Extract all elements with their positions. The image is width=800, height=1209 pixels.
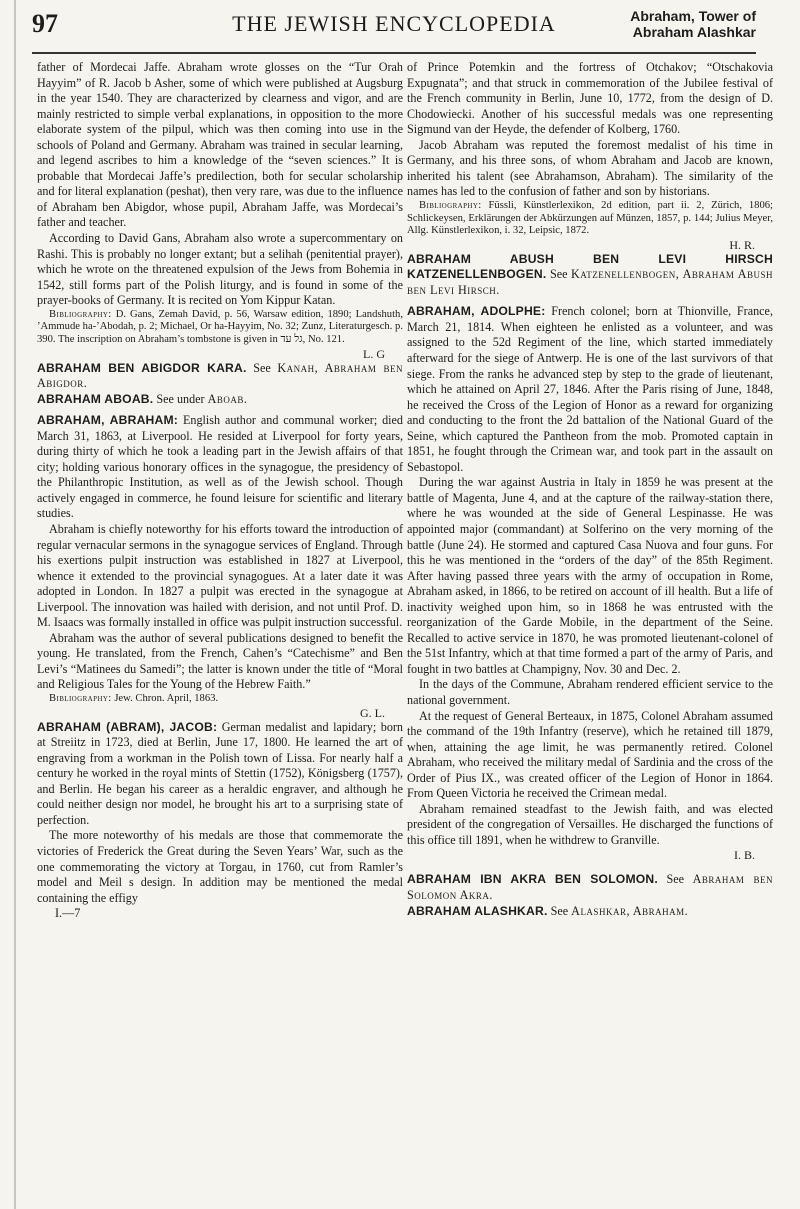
entry-abraham-ben-abigdor-kara (37, 361, 403, 392)
body-paragraph: Abraham is chiefly noteworthy for his efforts toward the introduction of regular vernacular sermons in the synagogue services of England. Through his exertions pulpit instruction was established in 1827 at Liverpool, whence it extended to the provincial synagogues. At a later date it was adopted in London. In 1827 a pulpit was erected in the synagogue at Liverpool. The innovation was hailed with derision, and not until Prof. D. M. Isaacs was formally installed in office was pulpit instruction successful. (37, 522, 403, 630)
entry-title: ABRAHAM, ABRAHAM: (37, 413, 179, 428)
entry-title: ABRAHAM BEN ABIGDOR KARA. (37, 360, 247, 375)
author-signature: L. G (363, 346, 385, 361)
running-head-line-2: Abraham Alashkar (632, 24, 756, 40)
body-paragraph: Abraham remained steadfast to the Jewish faith, and was elected president of the congregation of Versailles. He discharged the functions of this office till 1891, when he withdrew to Granville. (407, 801, 773, 847)
entry-abraham-ibn-akra (407, 872, 773, 903)
body-paragraph: According to David Gans, Abraham also wrote a supercommentary on Rashi. This is probably no longer extant; but a selihah (penitential prayer), which he wrote on the threatened expulsion of the Jews from Bohemia in 1542, still forms part of the Polish liturgy, and is found in some of the prayer-books of Germany. It is recited on Yom Kippur Katan. (37, 231, 403, 308)
body-paragraph: During the war against Austria in Italy in 1859 he was present at the battle of Magenta, June 4, and at the capture of the railway-station there, where he was wounded at the side of General Lespinasse. He was appointed major (commandant) at Solferino on the very morning of the battle (June 24). He stormed and captured Casa Nuova and four guns. For this he was mentioned in the “orders of the day” of the 85th Regiment. After having passed three years with the army of occupation in Rome, Abraham asked, in 1866, to be retired on account of ill health. But a life of inactivity weighed upon him, so in 1868 he was entrusted with the reorganization of the Garde Mobile, in the department of the Seine. Recalled to active service in 1870, he was promoted lieutenant-colonel of the 51st Infantry, which at that time formed a part of the army of Paris, and fought in two battles at Champigny, Nov. 30 and Dec. 2. (407, 475, 773, 676)
author-signature: G. L. (360, 705, 385, 720)
body-paragraph: In the days of the Commune, Abraham rendered efficient service to the national government. (407, 677, 773, 708)
bibliography-text: Füssli, Künstlerlexikon, 2d edition, part ii. 2, Zürich, 1806; Schlickeysen, Erklärungen der Abkürzungen auf Münzen, 1857, p. 144; Julius Meyer, Allg. Künstlerlexikon, i. 32, Leipsic, 1872. (407, 199, 773, 237)
bibliography (37, 693, 403, 706)
running-head-line-1: Abraham, Tower of (630, 8, 756, 24)
cross-reference: Katzenellenbogen, Abraham Abush ben Levi Hirsch. (407, 267, 773, 297)
entry-abraham-jacob (37, 720, 403, 829)
bibliography-text: Jew. Chron. April, 1863. (114, 693, 219, 705)
see-label: See (253, 360, 271, 375)
entry-title: ABRAHAM ABUSH BEN LEVI HIRSCH KATZENELLENBOGEN. (407, 251, 773, 282)
cross-reference: Alashkar, Abraham. (571, 903, 689, 918)
entry-title: ABRAHAM ABOAB. (37, 391, 154, 406)
entry-title: ABRAHAM (ABRAM), JACOB: (37, 719, 218, 734)
bibliography (407, 200, 773, 238)
bibliography-label: Bibliography: (49, 693, 112, 705)
entry-title: ABRAHAM, ADOLPHE: (407, 304, 546, 319)
entry-text: English author and communal worker; died March 31, 1863, at Liverpool. He resided at Liverpool for forty years, during thirty of which he took a leading part in the Jewish affairs of that city; holding various honorary offices in the synagogue, the presidency of the Philanthropic Institution, as well as of the Jewish school. Though actively engaged in commerce, he found leisure for scientific and literary studies. (37, 413, 403, 521)
running-head (630, 8, 756, 40)
left-column (37, 60, 403, 922)
body-paragraph: of Prince Potemkin and the fortress of Otchakov; “Otschakovia Expugnata”; and that struck in commemoration of the Jubilee festival of the French community in Berlin, June 10, 1772, from the design of D. Chodowiecki. Another of his successful medals was one representing Sigmund van der Heyde, the defender of Kolberg, 1760. (407, 60, 773, 137)
body-paragraph: father of Mordecai Jaffe. Abraham wrote glosses on the “Tur Orah Hayyim” of R. Jacob b Asher, some of which were published at Augsburg in the year 1540. They are characterized by clearness and vigor, and are mainly restricted to simple verbal explanations, in opposition to the more elaborate system of the pilpul, which was then coming into use in the schools of Poland and Germany. Abraham was trained in secular learning, and legend ascribes to him a knowledge of the “seven sciences.” It is probable that Mordecai Jaffe’s predilection, both for secular scholarship and for literal explanation (peshat), then very rare, was due to the influence of Abraham ben Abigdor, whose pupil, Abraham Jaffe, was Mordecai’s father and teacher. (37, 60, 403, 230)
bibliography-label: Bibliography: (49, 308, 112, 320)
see-label: See (666, 872, 685, 887)
cross-reference: Kanah, Abraham ben Abigdor. (37, 360, 403, 391)
see-label: See under (156, 391, 205, 406)
header-rule (32, 52, 756, 54)
cross-reference: Aboab. (207, 391, 248, 406)
see-label: See (550, 903, 569, 918)
entry-text: French colonel; born at Thionville, France, March 21, 1814. When eighteen he enlisted as a volunteer, and was assigned to the 52d Regiment of the line, which started immediately afterward for the siege of Antwerp. He is one of the last survivors of that siege. From the ranks he advanced step by step to the grade of lieutenant, which he attained on April 27, 1846. After the Paris rising of June, 1848, he received the Cross of the Legion of Honor as a reward for organizing and conducting to the front the 2d battalion of the National Guard of the Seine, which captured the Pantheon from the mob. Promoted captain in 1851, he fought through the Crimean war, and took part in the assault on Sebastopol. (407, 304, 773, 474)
bibliography (37, 309, 403, 347)
right-column (407, 60, 773, 919)
page-edge-line (14, 0, 16, 1209)
page-number: 97 (32, 9, 58, 38)
bibliography-label: Bibliography: (419, 199, 482, 211)
body-paragraph: The more noteworthy of his medals are those that commemorate the victories of Frederick the Great during the Seven Years’ War, such as the one commemorating the victory at Torgau, in 1760, cut from Ramler’s model and Meil s design. In addition may be mentioned the medal containing the effigy (37, 828, 403, 905)
sheet-mark: I.—7 (55, 906, 81, 921)
entry-abraham-abraham (37, 413, 403, 522)
bibliography-text: D. Gans, Zemah David, p. 56, Warsaw edition, 1890; Landshuth, ’Ammude ha-’Abodah, p. 2; Michael, Or ha-Hayyim, No. 32; Zunz, Literaturgesch. p. 390. The inscription on Abraham’s tombstone is given in גל עד, No. 121. (37, 308, 403, 345)
entry-abraham-aboab (37, 392, 403, 408)
body-paragraph: Jacob Abraham was reputed the foremost medalist of his time in Germany, and his three sons, of whom Abraham and Jacob are known, inherited his talent (see Abrahamson, Abraham). The similarity of the names has led to the confusion of father and son by historians. (407, 137, 773, 199)
entry-abraham-abush-katzenellenbogen (407, 252, 773, 299)
author-signature: I. B. (734, 848, 755, 863)
author-signature: H. R. (729, 237, 755, 252)
entry-abraham-adolphe (407, 304, 773, 475)
entry-title: ABRAHAM IBN AKRA BEN SOLOMON. (407, 872, 658, 887)
page-header (32, 3, 756, 47)
cross-reference: Abraham ben Solomon Akra. (407, 872, 773, 903)
body-paragraph: At the request of General Berteaux, in 1875, Colonel Abraham assumed the command of the 19th Infantry (reserve), which he retained till 1879, when, attaining the age limit, he was permanently retired. Colonel Abraham, who received the military medal of Sardinia and the cross of the Order of Pius IX., was created officer of the Legion of Honor in 1864. From Queen Victoria he received the Crimean medal. (407, 708, 773, 801)
entry-text: German medalist and lapidary; born at Streiitz in 1723, died at Berlin, June 17, 1800. He learned the art of engraving from a workman in the Polish town of Lissa. For nearly half a century he worked in the royal mints of Stettin (1752), Königsberg (1757), and Berlin. He began his career as a heraldic engraver, and although he could neither design nor model, he brought his art to a surprising state of perfection. (37, 719, 403, 827)
entry-abraham-alashkar (407, 904, 773, 920)
body-paragraph: Abraham was the author of several publications designed to benefit the young. He translated, from the French, Cahen’s “Catechisme” and Ben Levi’s “Matinees du Samedi”; the latter is known under the title of “Moral and Religious Tales for the Young of the Hebrew Faith.” (37, 630, 403, 692)
see-label: See (549, 267, 568, 282)
page-title: THE JEWISH ENCYCLOPEDIA (232, 11, 556, 36)
entry-title: ABRAHAM ALASHKAR. (407, 903, 548, 918)
